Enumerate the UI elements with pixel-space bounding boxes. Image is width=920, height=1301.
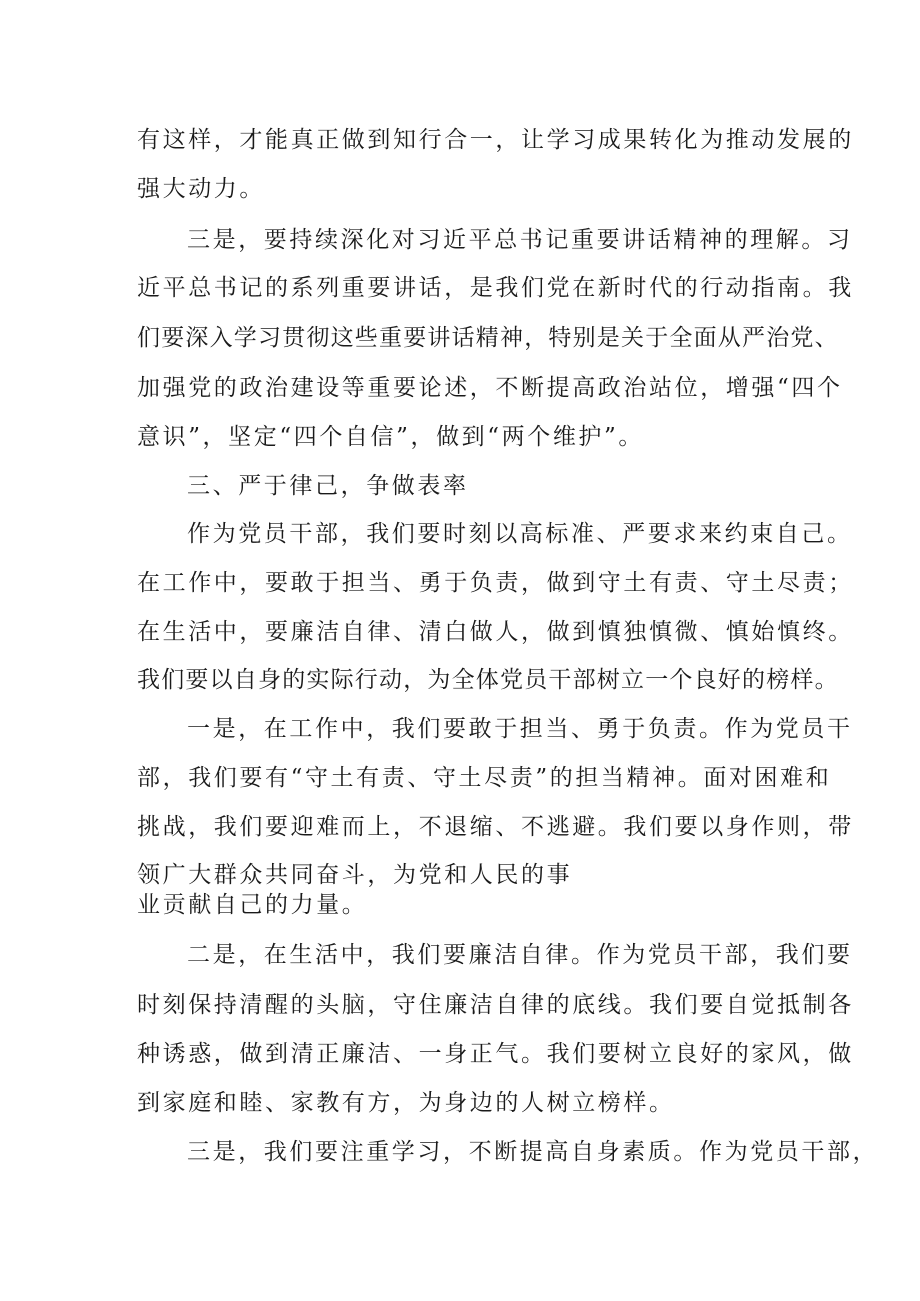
text-line: 有这样，才能真正做到知行合一，让学习成果转化为推动发展的	[137, 127, 854, 153]
paragraph-start-line: 三是，要持续深化对习近平总书记重要讲话精神的理解。习	[187, 227, 853, 253]
text-line: 到家庭和睦、家教有方，为身边的人树立榜样。	[137, 1090, 675, 1116]
text-line: 挑战，我们要迎难而上，不退缩、不逃避。我们要以身作则，带	[137, 814, 854, 840]
text-line: 业贡献自己的力量。	[137, 892, 368, 918]
section-heading: 三、严于律己，争做表率	[187, 473, 469, 499]
paragraph-start-line: 二是，在生活中，我们要廉洁自律。作为党员干部，我们要	[187, 942, 853, 968]
text-line: 近平总书记的系列重要讲话，是我们党在新时代的行动指南。我	[137, 275, 854, 301]
text-line: 领广大群众共同奋斗，为党和人民的事	[137, 862, 573, 888]
text-line: 时刻保持清醒的头脑，守住廉洁自律的底线。我们要自觉抵制各	[137, 992, 854, 1018]
text-line: 强大动力。	[137, 176, 265, 202]
text-line: 种诱惑，做到清正廉洁、一身正气。我们要树立良好的家风，做	[137, 1041, 854, 1067]
paragraph-start-line: 作为党员干部，我们要时刻以高标准、严要求来约束自己。	[187, 521, 853, 547]
text-line: 在生活中，要廉洁自律、清白做人，做到慎独慎微、慎始慎终。	[137, 619, 854, 645]
paragraph-start-line: 三是，我们要注重学习，不断提高自身素质。作为党员干部，	[187, 1139, 879, 1165]
text-line: 我们要以自身的实际行动，为全体党员干部树立一个良好的榜样。	[137, 667, 839, 693]
text-line: 们要深入学习贯彻这些重要讲话精神，特别是关于全面从严治党、	[137, 325, 839, 351]
text-line: 加强党的政治建设等重要论述，不断提高政治站位，增强“四个	[137, 375, 843, 401]
text-line: 在工作中，要敢于担当、勇于负责，做到守土有责、守土尽责；	[137, 570, 854, 596]
text-line: 部，我们要有“守土有责、守土尽责”的担当精神。面对困难和	[137, 765, 832, 791]
text-line: 意识”，坚定“四个自信”，做到“两个维护”。	[137, 424, 644, 450]
paragraph-start-line: 一是，在工作中，我们要敢于担当、勇于负责。作为党员干	[187, 716, 853, 742]
